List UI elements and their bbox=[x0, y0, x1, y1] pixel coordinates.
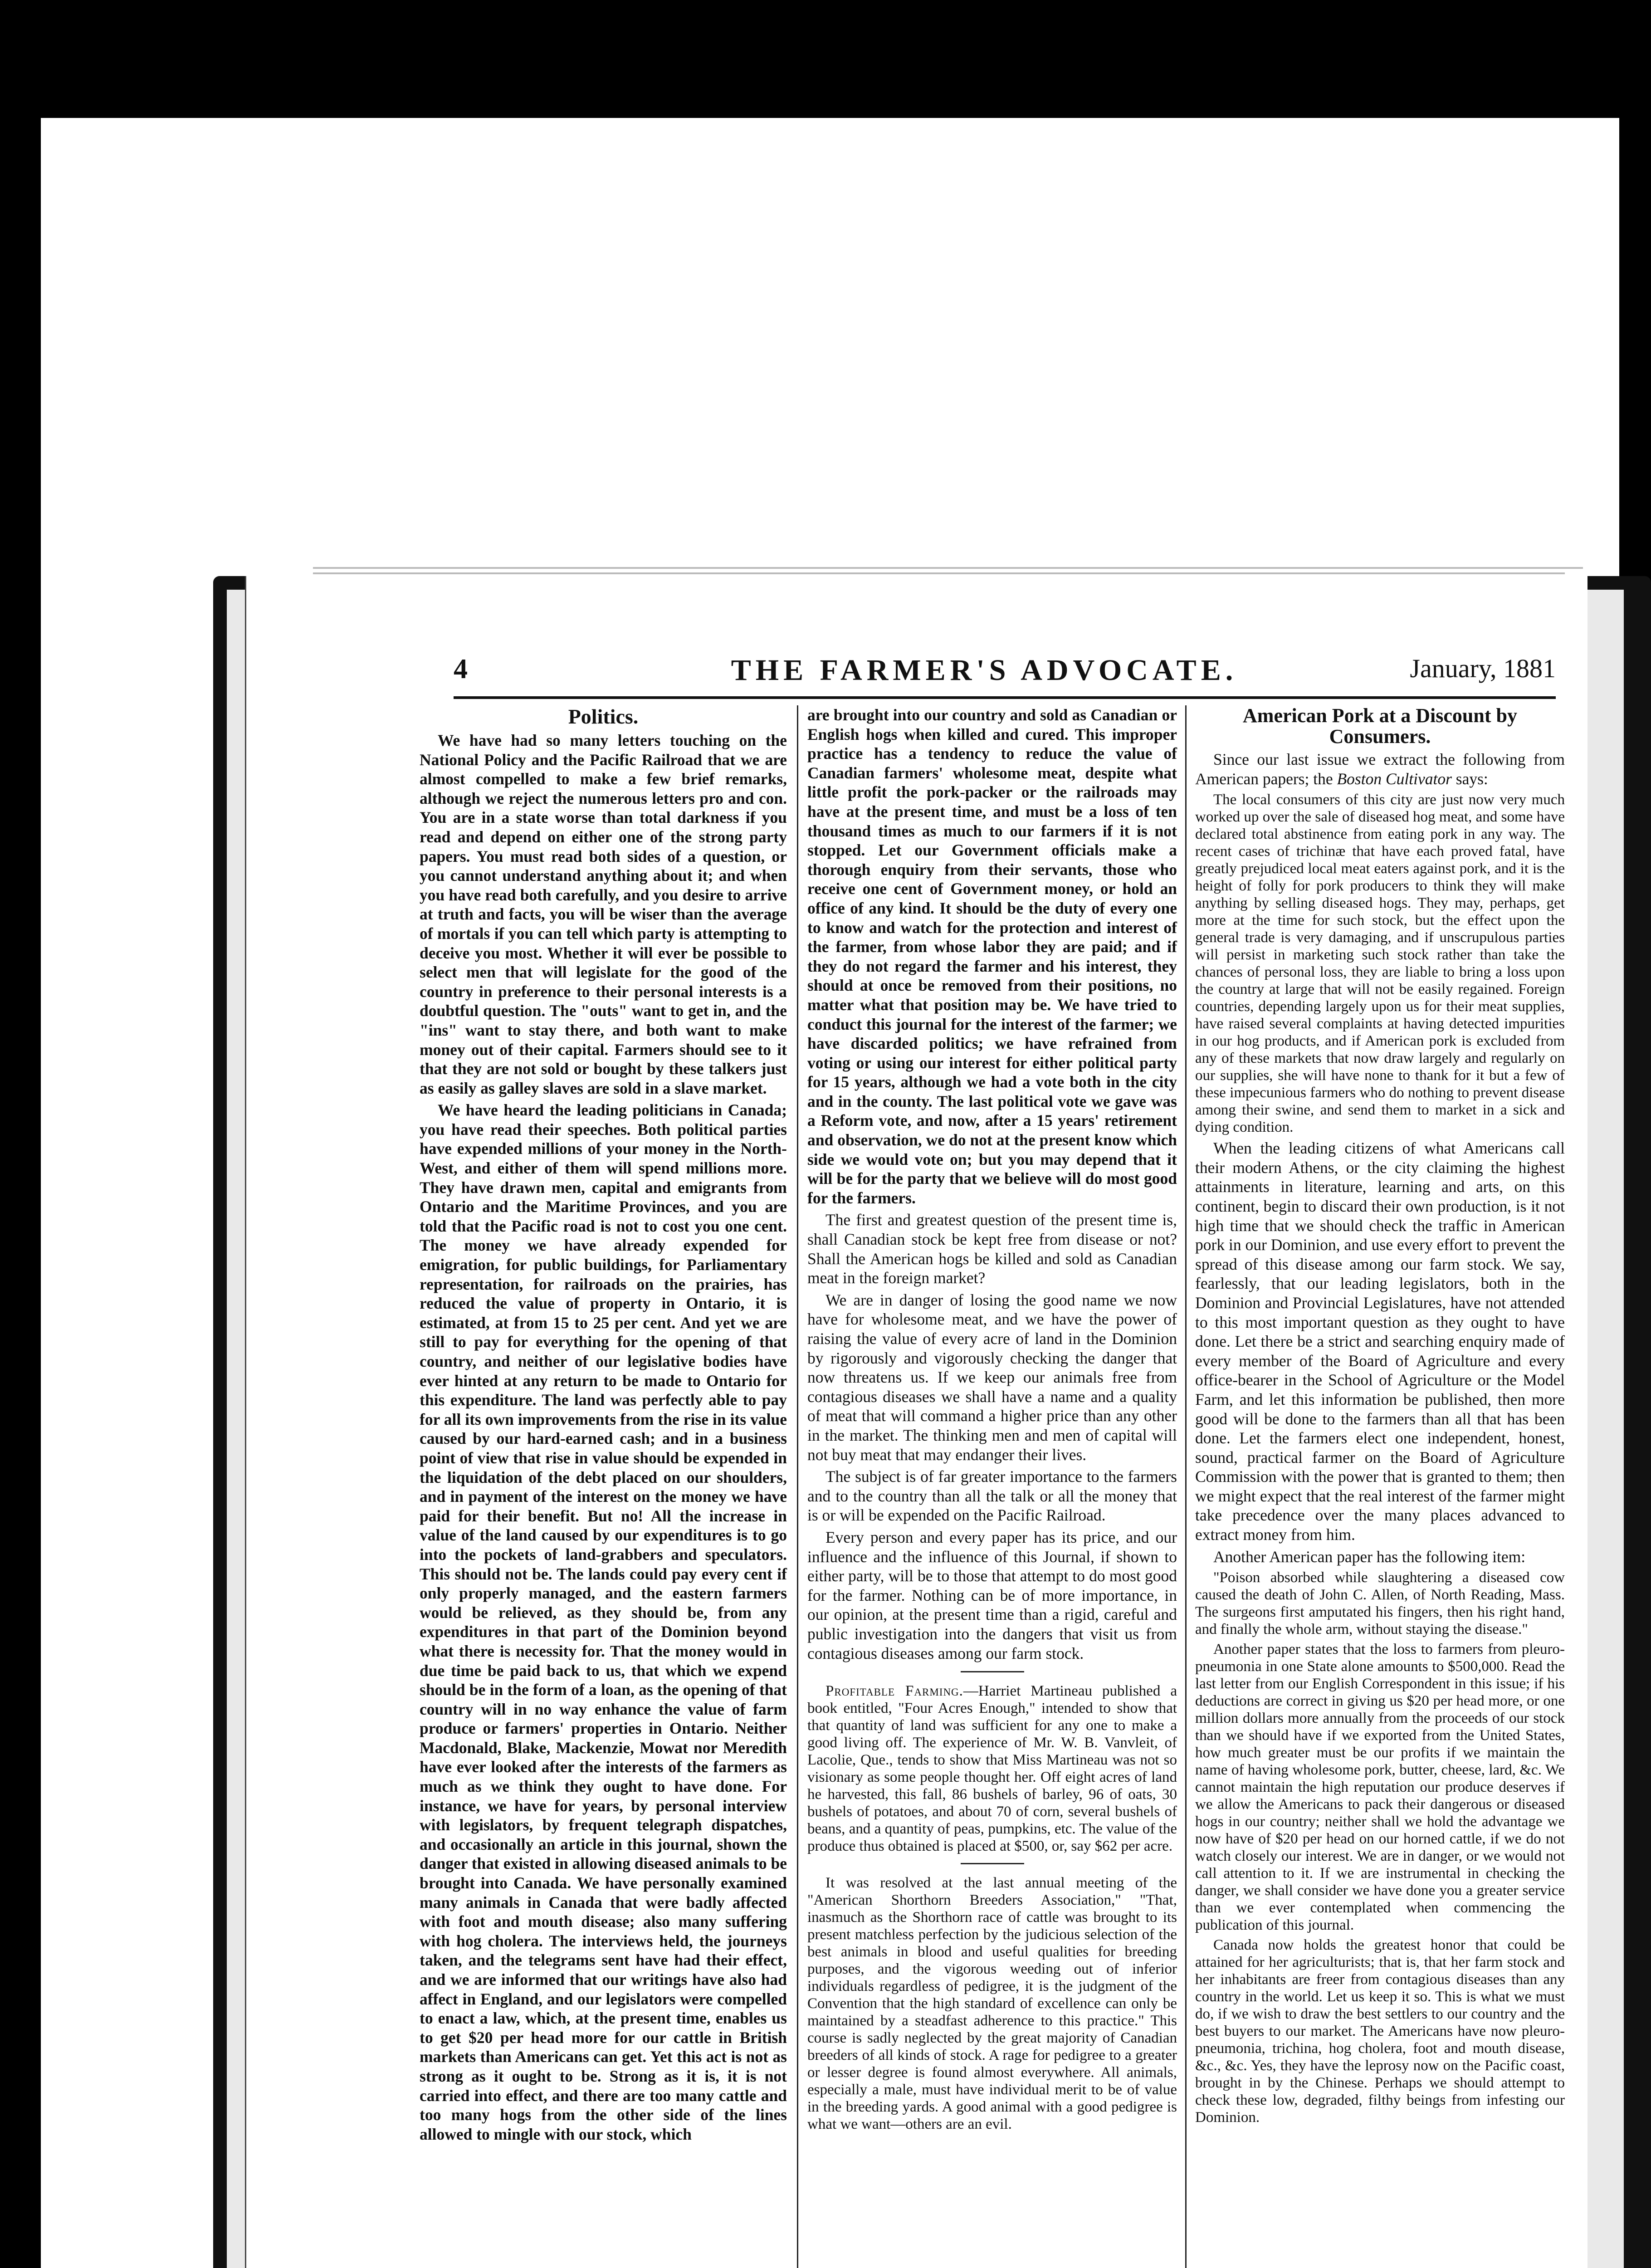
paragraph: The subject is of far greater importance to the farmers and to the country than all the talk or all the money that is or will be expended on the Pacific Railroad. bbox=[807, 1467, 1177, 1525]
paragraph: The first and greatest question of the present time is, shall Canadian stock be kept free from disease or not? Shall the American hogs be killed and sold as Canadian meat in the foreign market? bbox=[807, 1211, 1177, 1287]
paragraph-body: —Harriet Martineau published a book entitled, "Four Acres Enough," intended to show that that quantity of land was sufficient for any one to make a good living off. The experience of Mr. W. B. Vanvleit, of Lacolie, Que., tends to show that Miss Martineau was not so visionary as some people thought her. Off eight acres of land he harvested, this fall, 86 bushels of barley, 96 of oats, 30 bushels of potatoes, and about 70 of corn, several bushels of beans, and a quantity of peas, pumpkins, etc. The value of the produce thus obtained is placed at $500, or, say $62 per acre. bbox=[807, 1683, 1177, 1855]
column-2 bbox=[807, 705, 1177, 2136]
header-rule bbox=[454, 696, 1556, 699]
page-edge-line bbox=[313, 567, 1583, 569]
issue-date: January, 1881 bbox=[1410, 654, 1556, 683]
column-1 bbox=[420, 705, 787, 2146]
page-edge-line bbox=[313, 572, 1565, 574]
column-rule bbox=[797, 705, 798, 2268]
paragraph: Another American paper has the following item: bbox=[1213, 1547, 1526, 1566]
section-divider bbox=[961, 1863, 1024, 1864]
masthead: THE FARMER'S ADVOCATE. bbox=[731, 654, 1238, 687]
paragraph: Every person and every paper has its price, and our influence and the influence of this Journal, if shown to either party, will be to those that attempt to do most good for the farmer. Nothing can be of more importance, in our opinion, at the present time than a rigid, careful and public investigation into the dangers that visit us from contagious diseases among our farm stock. bbox=[807, 1528, 1177, 1662]
paragraph-text: Since our last issue we extract the following from American papers; the bbox=[1195, 750, 1565, 788]
paragraph bbox=[1195, 750, 1565, 788]
page-header bbox=[454, 653, 1556, 689]
column-rule bbox=[1185, 705, 1187, 2268]
article-title: Politics. bbox=[568, 705, 639, 728]
paragraph: It was resolved at the last annual meeting of the "American Shorthorn Breeders Association," "That, inasmuch as the Shorthorn race of cattle was brought to its present matchless perfection by the judicious selection of the best animals in blood and useful qualities for breeding purposes, and the vigorous weeding out of inferior individuals regardless of pedigree, it is the judgment of the Convention that the high standard of excellence can only be maintained by a steadfast adherence to this practice." This course is sadly neglected by the great majority of Canadian breeders of all kinds of stock. A rage for pedigree to a greater or lesser degree is found almost everywhere. All animals, especially a male, must have individual merit to be of value in the breeding yards. A good animal with a good pedigree is what we want—others are an evil. bbox=[807, 1875, 1177, 2133]
paragraph: "Poison absorbed while slaughtering a diseased cow caused the death of John C. Allen, of North Reading, Mass. The surgeons first amputated his fingers, then his right hand, and finally the whole arm, without staying the disease." bbox=[1195, 1569, 1565, 1638]
paragraph-lead: Profitable Farming. bbox=[826, 1683, 963, 1700]
paragraph: We have had so many letters touching on the National Policy and the Pacific Railroad that we are almost compelled to make a few brief remarks, although we reject the numerous letters pro and con. You are in a state worse than total darkness if you read and depend on either one of the strong party papers. You must read both sides of a question, or you cannot understand anything about it; and when you have read both carefully, and you desire to arrive at truth and facts, you will be wiser than the average of mortals if you can tell which party is attempting to deceive you most. Whether it will ever be possible to select men that will legislate for the good of the country in preference to their personal interests is a doubtful question. The "outs" want to get in, and the "ins" want to stay there, and both want to make money out of their capital. Farmers should see to it that they are not sold or bought by these talkers just as easily as galley slaves are sold in a slave market. bbox=[420, 731, 787, 1097]
paragraph: Canada now holds the greatest honor that could be attained for her agriculturists; that is, that her farm stock and her inhabitants are freer from contagious diseases than any country in the world. Let us keep it so. This is what we must do, if we wish to draw the best settlers to our country and the best buyers to our market. The Americans have now pleuro-pneumonia, trichina, hog cholera, foot and mouth disease, &c., &c. Yes, they have the leprosy now on the Pacific coast, brought in by the Chinese. Perhaps we should attempt to check these low, degraded, filthy beings from infesting our Dominion. bbox=[1195, 1937, 1565, 2126]
source-name: Boston Cultivator bbox=[1337, 769, 1452, 788]
section-divider bbox=[961, 1671, 1024, 1672]
paragraph: When the leading citizens of what Americans call their modern Athens, or the city claiming the highest attainments in literature, learning and arts, on this continent, begin to discard their own production, is it not high time that we should check the traffic in American pork in our Dominion, and use every effort to prevent the spread of this disease among our farm stock. We say, fearlessly, that our leading legislators, both in the Dominion and Provincial Legislatures, have not attended to this most important question as they ought to have done. Let there be a strict and searching enquiry made of every member of the Board of Agriculture and every office-bearer in the School of Agriculture or the Model Farm, and let this information be published, then more good will be done to the farmers than all that has been done. Let the farmers elect one independent, honest, sound, practical farmer on the Board of Agriculture Commission with the power that is granted to them; then we might expect that the real interest of the farmer might take precedence over the many places advanced to extract money from him. bbox=[1195, 1139, 1565, 1544]
paragraph: The local consumers of this city are just now very much worked up over the sale of diseased hog meat, and some have declared total abstinence from eating pork in any way. The recent cases of trichinæ that have each proved fatal, have greatly prejudiced local meat eaters against pork, and it is the height of folly for pork producers to think they will make anything by selling diseased hogs. They may, perhaps, get more at the time for such stock, but the effect upon the general trade is very damaging, and if unscrupulous parties will persist in marketing such stock rather than take the chances of personal loss, they are liable to bring a loss upon the country at large that will not be easily regained. Foreign countries, depending largely upon us for their meat supplies, have raised several complaints at having detected impurities in our hog products, and if American pork is excluded from any of these markets that now draw largely and regularly on our supplies, she will have none to thank for it but a few of these impecunious farmers who do nothing to prevent disease among their swine, and send them to market in a sick and dying condition. bbox=[1195, 792, 1565, 1136]
column-3 bbox=[1195, 705, 1565, 2129]
paragraph: We are in danger of losing the good name we now have for wholesome meat, and we have the power of raising the value of every acre of land in the Dominion by rigorously and vigorously checking the danger that now threatens us. If we keep our animals free from contagious diseases we shall have a name and a quality of meat that will command a higher price than any other in the market. The thinking men and men of capital will not buy meat that may endanger their lives. bbox=[807, 1290, 1177, 1464]
paragraph bbox=[807, 1682, 1177, 1855]
paragraph-text: says: bbox=[1451, 769, 1488, 788]
paragraph: are brought into our country and sold as Canadian or English hogs when killed and cured. This improper practice has a tendency to reduce the value of Canadian farmers' wholesome meat, despite what little profit the pork-packer or the railroads may have at the present time, and must be a loss of ten thousand times as much to our farmers if it is not stopped. Let our Government officials make a thorough enquiry from their servants, those who receive one cent of Government money, or hold an office of any kind. It should be the duty of every one to know and watch for the protection and interest of the farmer, from whose labor they are paid; and if they do not regard the farmer and his interest, they should at once be removed from their positions, no matter what that position may be. We have tried to conduct this journal for the interest of the farmer; we have discarded politics; we have refrained from voting or using our interest for either political party for 15 years, although we had a vote both in the city and in the county. The last political vote we gave was a Reform vote, and now, after a 15 years' retirement and observation, we do not at the present know which side we would vote on; but you may depend that it will be for the party that we believe will do most good for the farmers. bbox=[807, 706, 1177, 1207]
article-title: American Pork at a Discount by Consumers. bbox=[1243, 704, 1517, 748]
paragraph: Another paper states that the loss to farmers from pleuro-pneumonia in one State alone amounts to $500,000. Read the last letter from our English Correspondent in this issue; if his deductions are correct in giving us $20 per head more, or one million dollars more annually from the proceeds of our stock than we should have if we exported from the United States, how much greater must be our profits if we maintain the name of having wholesome pork, butter, cheese, lard, &c. We cannot maintain the high reputation our produce deserves if we allow the Americans to pack their dangerous or diseased hogs in our country; neither shall we hold the advantage we now have of $20 per head on our horned cattle, if we do not watch closely our interest. We are in danger, or we would not call attention to it. If we are instrumental in checking the danger, we shall consider we have done you a greater service than we ever contemplated when commencing the publication of this journal. bbox=[1195, 1641, 1565, 1934]
paragraph: We have heard the leading politicians in Canada; you have read their speeches. Both political parties have expended millions of your money in the North-West, and either of them will spend millions more. They have drawn men, capital and emigrants from Ontario and the Maritime Provinces, and you are told that the Pacific road is not to cost you one cent. The money we have already expended for emigration, for public buildings, for Parliamentary representation, for railroads on the prairies, has reduced the value of property in Ontario, it is estimated, at from 15 to 25 per cent. And yet we are still to pay for everything for the opening of that country, and neither of our legislative bodies have ever hinted at any return to be made to Ontario for this expenditure. The land was perfectly able to pay for all its own improvements from the rise in its value caused by our hard-earned cash; and in a business point of view that rise in value should be expended in the liquidation of the debt placed on our shoulders, and in payment of the interest on the money we have paid for their benefit. But no! All the increase in value of the land caused by our expenditures is to go into the pockets of land-grabbers and speculators. This should not be. The lands could pay every cent if only properly managed, and the eastern farmers would be relieved, as they should be, from any expenditures in that part of the Dominion beyond what there is necessity for. That the money would in due time be paid back to us, that which we expend should be in the form of a loan, as the opening of that country will in no way enhance the value of farm produce or farmers' properties in Ontario. Neither Macdonald, Blake, Mackenzie, Mowat nor Meredith have ever looked after the interests of the farmers as much as we think they ought to have done. For instance, we have for years, by personal interview with legislators, by frequent telegraph dispatches, and occasionally an article in this journal, shown the danger that existed in allowing diseased animals to be brought into Canada. We have personally examined many animals in Canada that were badly affected with foot and mouth disease; also many suffering with hog cholera. The interviews held, the journeys taken, and the telegrams sent have had their effect, and we are informed that our writings have also had affect in England, and our legislators were compelled to enact a law, which, at the present time, enables us to get $20 per head more for our cattle in British markets than Americans can get. Yet this act is not as strong as it ought to be. Strong as it is, it is not carried into effect, and there are too many cattle and too many hogs from the other side of the lines allowed to mingle with our stock, which bbox=[420, 1101, 787, 2143]
page-number: 4 bbox=[454, 654, 468, 684]
